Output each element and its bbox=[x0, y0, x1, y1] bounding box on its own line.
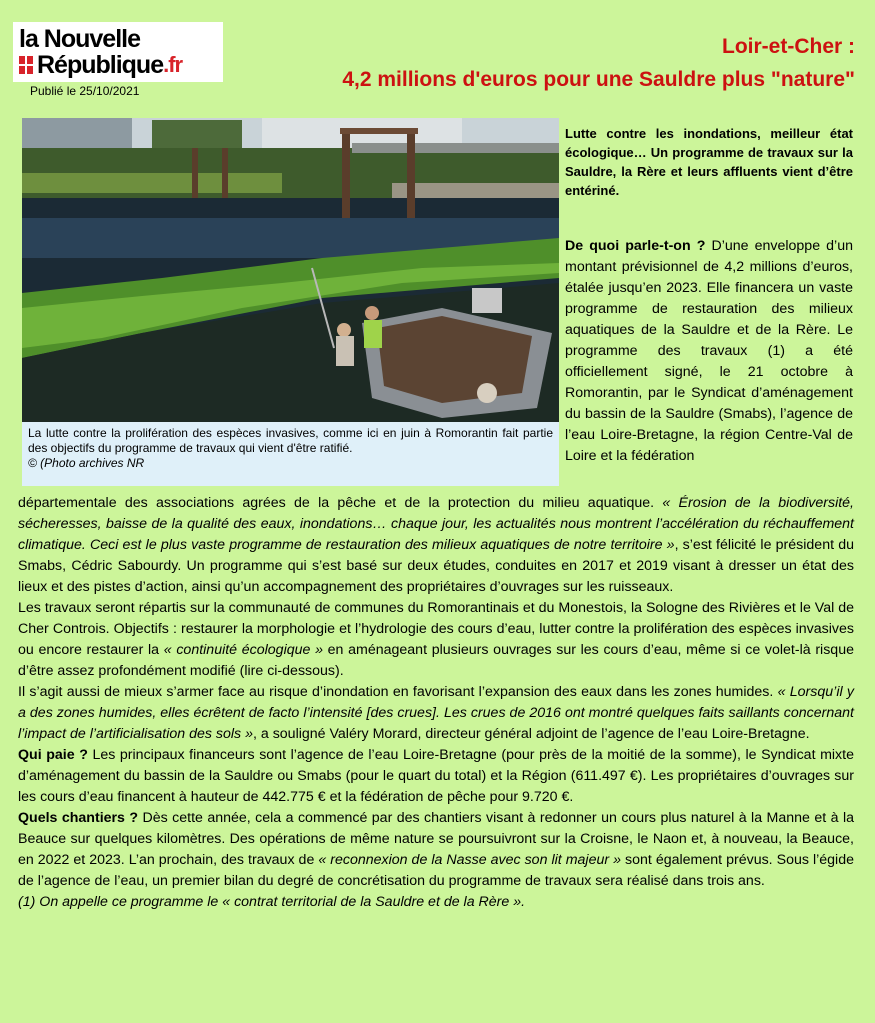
headline-title: 4,2 millions d'euros pour une Sauldre plus "nature" bbox=[342, 68, 855, 91]
paragraph-3-before: Il s’agit aussi de mieux s’armer face au risque d’inondation en favorisant l’expansion des eaux dans les zones humides. bbox=[18, 684, 778, 700]
article-body bbox=[18, 493, 854, 913]
paragraph-1-after: , s’est félicité le président du Smabs, Cédric Sabourdy. Un programme qui s’est basé sur deux études, conduites en 2017 et 2019 visant à dresser un état des lieux et des pistes d’action, ainsi qu’un accompagnement des propriétaires d’ouvrages sur les ruisseaux. bbox=[18, 537, 854, 595]
logo-mark-icon bbox=[19, 56, 33, 74]
article-photo bbox=[22, 118, 559, 422]
quote-continuite: « continuité écologique » bbox=[163, 642, 323, 658]
logo-word: République bbox=[37, 51, 164, 79]
paragraph-5-before: Dès cette année, cela a commencé par des chantiers visant à redonner un cours plus naturel à la Manne et à la Beauce sur quelques kilomètres. Des opérations de même nature se poursuivront sur la Croisne, le Naon et, à nouveau, la Beauce, en 2022 et 2023. L’an prochain, des travaux de bbox=[18, 810, 854, 868]
logo-suffix: .fr bbox=[163, 52, 183, 77]
article-lead: Lutte contre les inondations, meilleur état écologique… Un programme de travaux sur la Sauldre, la Rère et leurs affluents vient d’être entériné. bbox=[565, 126, 853, 198]
article-headline bbox=[342, 30, 855, 96]
caption-text: La lutte contre la prolifération des espèces invasives, comme ici en juin à Romorantin fait partie des objectifs du programme de travaux qui vient d'être ratifié. bbox=[28, 426, 553, 455]
paragraph-4-text: Les principaux financeurs sont l’agence de l’eau Loire-Bretagne (pour près de la moitié de la somme), le Syndicat mixte d’aménagement du bassin de la Sauldre ou Smabs (pour le quart du total) et la Région (611.497 €). Les propriétaires d’ouvrages sur les cours d’eau financent à hauteur de 442.775 € et la fédération de pêche pour 9.720 €. bbox=[18, 747, 854, 805]
publication-date: Publié le 25/10/2021 bbox=[30, 84, 140, 98]
footnote-text: (1) On appelle ce programme le « contrat territorial de la Sauldre et de la Rère ». bbox=[18, 894, 526, 910]
paragraph-3 bbox=[18, 682, 854, 745]
site-logo[interactable] bbox=[13, 22, 223, 82]
paragraph-3-after: , a souligné Valéry Morard, directeur général adjoint de l’agence de l’eau Loire-Bretagne. bbox=[252, 726, 810, 742]
quote-morard: « Lorsqu’il y a des zones humides, elles écrêtent de facto l’intensité [des crues]. Les crues de 2016 ont montré quelques faits saillants concernant l’impact de l’artificialisation des sols » bbox=[18, 684, 854, 742]
headline-kicker: Loir-et-Cher : bbox=[722, 35, 855, 58]
paragraph-5 bbox=[18, 808, 854, 892]
logo-line-2 bbox=[19, 52, 217, 78]
section-text-quoi: D’une enveloppe d’un montant prévisionnel de 4,2 millions d’euros, étalée jusqu’en 2023. Elle financera un vaste programme de restauration des milieux aquatiques de la Sauldre et de la Rère. Le programme des travaux (1) a été officiellement signé, le 21 octobre à Romorantin, par le Syndicat d’aménagement du bassin de la Sauldre (Smabs), l’agence de l’eau Loire-Bretagne, la région Centre-Val de Loire et la fédération bbox=[565, 238, 853, 464]
logo-line-1: la Nouvelle bbox=[19, 25, 140, 53]
section-heading-chantiers: Quels chantiers ? bbox=[18, 810, 139, 826]
paragraph-2-before: Les travaux seront répartis sur la communauté de communes du Romorantinais et du Monestois, la Sologne des Rivières et le Val de Cher Controis. Objectifs : restaurer la morphologie et l’hydrologie des cours d’eau, lutter contre la prolifération des espèces invasives ou encore restaurer la bbox=[18, 600, 854, 658]
photo-credit: © (Photo archives NR bbox=[28, 456, 145, 470]
paragraph-1 bbox=[18, 493, 854, 598]
article-column bbox=[565, 236, 853, 467]
quote-sabourdy: « Érosion de la biodiversité, sécheresses, baisse de la qualité des eaux, inondations… chaque jour, les actualités nous montrent l’accélération du réchauffement climatique. Ceci est le plus vaste programme de restauration des milieux aquatiques de notre territoire » bbox=[18, 495, 854, 553]
paragraph-1-cont: départementale des associations agrées de la pêche et de la protection du milieu aquatique. bbox=[18, 495, 663, 511]
photo-caption bbox=[22, 422, 559, 486]
section-heading-qui-paie: Qui paie ? bbox=[18, 747, 88, 763]
paragraph-2-after: en aménageant plusieurs ouvrages sur les cours d’eau, même si ce volet-là risque d’être assez profondément modifié (lire ci-dessous). bbox=[18, 642, 854, 679]
paragraph-2 bbox=[18, 598, 854, 682]
paragraph-4 bbox=[18, 745, 854, 808]
river-photo-illustration bbox=[22, 118, 559, 422]
footnote bbox=[18, 892, 854, 913]
quote-nasse: « reconnexion de la Nasse avec son lit majeur » bbox=[318, 852, 621, 868]
section-heading-quoi: De quoi parle-t-on ? bbox=[565, 238, 706, 254]
paragraph-5-after: sont également prévus. Sous l’égide de l’agence de l’eau, un premier bilan du degré de concrétisation du programme de travaux sera réalisé dans trois ans. bbox=[18, 852, 854, 889]
